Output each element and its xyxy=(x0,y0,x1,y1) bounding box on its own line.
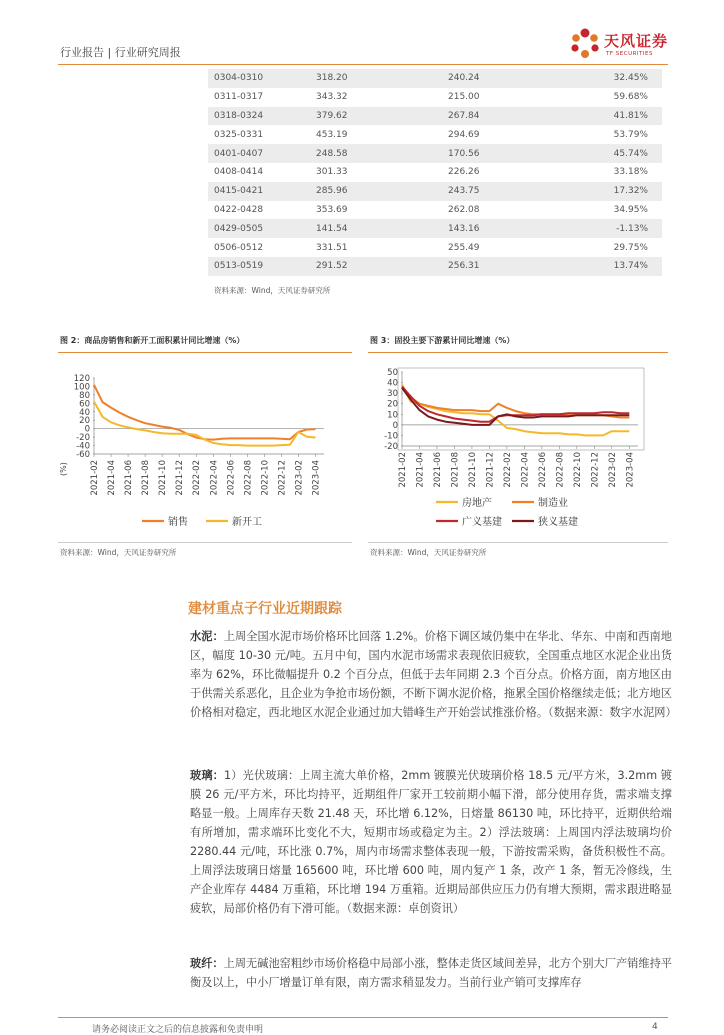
paragraph-cement xyxy=(190,627,677,722)
table-row xyxy=(208,125,662,144)
x-tick-label: 2021-02 xyxy=(398,452,408,488)
table-cell: 256.31 xyxy=(442,257,594,276)
table-cell: 331.51 xyxy=(316,242,348,253)
table-cell: 0422-0428 xyxy=(214,204,264,215)
paragraph-text: 上周全国水泥市场价格环比回落 1.2%。价格下调区域仍集中在华北、华东、中南和西南地区，幅度 10-30 元/吨。五月中旬，国内水泥市场需求表现依旧疲软，全国重点地区水泥企业出货率为 62%，环比微幅提升 0.2 个百分点，但低于去年同期 2.3 个百分点。价格方面，南方地区由于供需关系恶化，且企业为争抢市场份额，不断下调水泥价格，拖累全国价格继续走低；北方地区价格相对稳定，西北地区水泥企业通过加大错峰生产开始尝试推涨价格。（数据来源：数字水泥网） xyxy=(190,630,677,719)
table-row xyxy=(208,163,662,182)
y-tick-label: -10 xyxy=(384,431,398,442)
logo-subtitle: TF SECURITIES xyxy=(606,51,653,57)
table-row xyxy=(208,238,662,257)
section-title: 建材重点子行业近期跟踪 xyxy=(188,601,342,617)
fig3-rule xyxy=(368,352,668,353)
paragraph-lead: 玻璃： xyxy=(190,769,225,782)
table-cell: 291.52 xyxy=(310,257,442,276)
page-number: 4 xyxy=(652,1022,658,1032)
fig3-source: 资料来源：Wind，天风证券研究所 xyxy=(370,548,487,557)
y-tick-label: 0 xyxy=(392,420,398,431)
paragraph-text: 1）光伏玻璃：上周主流大单价格，2mm 镀膜光伏玻璃价格 18.5 元/平方米，3.2mm 镀膜 26 元/平方米，环比均持平，近期组件厂家开工较前期小幅下滑，部分使用存货，需求端支撑略显一般。上周库存天数 21.48 天，环比增 6.12%，日熔量 86130 吨，环比持平，近期供给端有所增加，需求端环比变化不大，短期市场或稳定为主。2）浮法玻璃：上周国内浮法玻璃均价 2280.44 元/吨，环比涨 0.7%，周内市场需求整体表现一般，下游按需采购，备货积极性不高。上周浮法玻璃日熔量 165600 吨，环比增 600 吨，周内复产 1 条，改产 1 条，暂无冷修线，生产企业库存 4484 万重箱，环比增 194 万重箱。近期局部供应压力仍有增大预期，需求跟进略显疲软，局部价格仍有下滑可能。（数据来源：卓创资讯） xyxy=(190,769,672,915)
table-source: 资料来源：Wind，天风证券研究所 xyxy=(214,286,331,295)
table-cell: 53.79% xyxy=(613,129,648,140)
table-cell: 0506-0512 xyxy=(214,242,264,253)
table-row xyxy=(208,107,662,126)
x-tick-label: 2023-04 xyxy=(311,460,322,496)
table-cell: 267.84 xyxy=(442,107,594,126)
table-cell: 45.74% xyxy=(594,144,662,163)
table-row xyxy=(208,144,662,163)
x-tick-label: 2021-12 xyxy=(175,460,186,496)
y-tick-label: 120 xyxy=(73,374,90,384)
fig2-chart xyxy=(58,358,354,538)
table-cell: 0401-0407 xyxy=(208,144,310,163)
legend-label: 销售 xyxy=(168,517,188,528)
x-tick-label: 2022-08 xyxy=(243,460,254,496)
y-axis-label: (%) xyxy=(59,462,68,476)
legend-label: 狭义基建 xyxy=(538,517,578,528)
table-cell: 318.20 xyxy=(310,69,442,88)
table-row xyxy=(208,219,662,238)
table-cell: 0408-0414 xyxy=(214,167,264,178)
y-tick-label: 80 xyxy=(79,390,90,401)
table-cell: 240.24 xyxy=(442,69,594,88)
y-tick-label: 100 xyxy=(73,382,90,393)
table-cell: 215.00 xyxy=(448,92,480,103)
x-tick-label: 2021-10 xyxy=(158,460,169,496)
x-tick-label: 2021-08 xyxy=(141,460,152,496)
y-tick-label: -20 xyxy=(76,433,90,444)
x-tick-label: 2022-12 xyxy=(590,452,601,488)
x-tick-label: 2021-10 xyxy=(467,452,478,488)
fig3-chart xyxy=(366,358,668,538)
table-cell: 243.75 xyxy=(442,182,594,201)
x-tick-label: 2022-08 xyxy=(555,452,566,488)
table-cell: 343.32 xyxy=(316,92,348,103)
table-cell: 301.33 xyxy=(316,167,348,178)
table-cell: 34.95% xyxy=(613,204,648,215)
table-cell: 255.49 xyxy=(448,242,480,253)
x-tick-label: 2023-04 xyxy=(625,452,636,488)
y-tick-label: 50 xyxy=(387,368,398,378)
paragraph-fiberglass xyxy=(190,954,672,992)
y-tick-label: 60 xyxy=(79,399,90,410)
paragraph-lead: 玻纤： xyxy=(190,957,224,970)
table-cell: -1.13% xyxy=(594,219,662,238)
x-tick-label: 2021-12 xyxy=(485,452,496,488)
table-cell: 41.81% xyxy=(594,107,662,126)
table-cell: 0318-0324 xyxy=(208,107,310,126)
table-cell: 226.26 xyxy=(448,167,480,178)
x-tick-label: 2022-04 xyxy=(209,460,220,496)
y-tick-label: 40 xyxy=(387,378,398,389)
table-cell: 32.45% xyxy=(594,69,662,88)
fig3-title: 图 3：固投主要下游累计同比增速（%） xyxy=(370,336,515,345)
x-tick-label: 2021-04 xyxy=(107,460,118,496)
table-cell: 379.62 xyxy=(310,107,442,126)
legend-label: 房地产 xyxy=(462,498,492,509)
y-tick-label: -20 xyxy=(384,442,398,452)
y-tick-label: 20 xyxy=(387,399,398,410)
table-cell: 353.69 xyxy=(316,204,348,215)
x-tick-label: 2022-06 xyxy=(537,452,548,488)
x-tick-label: 2022-12 xyxy=(277,460,288,496)
table-cell: 143.16 xyxy=(442,219,594,238)
tf-logo-icon xyxy=(568,24,602,62)
y-tick-label: -60 xyxy=(76,450,90,460)
table-row xyxy=(208,69,662,88)
legend-label: 制造业 xyxy=(538,498,568,509)
paragraph-glass xyxy=(190,766,672,918)
table-cell: 33.18% xyxy=(613,167,648,178)
legend-label: 广义基建 xyxy=(462,517,502,528)
x-tick-label: 2021-04 xyxy=(415,452,426,488)
y-tick-label: 0 xyxy=(84,424,90,435)
table-cell: 141.54 xyxy=(310,219,442,238)
y-tick-label: -40 xyxy=(76,441,90,452)
x-tick-label: 2022-06 xyxy=(226,460,237,496)
x-tick-label: 2021-02 xyxy=(90,460,100,496)
header-divider xyxy=(58,64,668,65)
y-tick-label: 40 xyxy=(79,407,90,418)
paragraph-text: 上周无碱池窑粗纱市场价格稳中局部小涨，整体走货区域间差异，北方个别大厂产销维持平衡及以上，中小厂增量订单有限，南方需求稍显发力。当前行业产销可支撑库存 xyxy=(190,957,672,989)
footer-disclaimer[interactable]: 请务必阅读正文之后的信息披露和免责申明 xyxy=(92,1025,264,1035)
fig2-source: 资料来源：Wind，天风证券研究所 xyxy=(60,548,177,557)
table-row xyxy=(208,257,662,276)
fig2-rule xyxy=(58,352,352,353)
series-line-3 xyxy=(402,388,629,425)
footer-divider xyxy=(58,1017,668,1018)
series-line-0 xyxy=(94,385,316,440)
x-tick-label: 2021-06 xyxy=(432,452,443,488)
x-tick-label: 2021-06 xyxy=(124,460,135,496)
table-cell: 0415-0421 xyxy=(208,182,310,201)
x-tick-label: 2023-02 xyxy=(294,460,305,496)
table-cell: 0513-0519 xyxy=(208,257,310,276)
table-cell: 170.56 xyxy=(442,144,594,163)
table-cell: 262.08 xyxy=(448,204,480,215)
y-tick-label: 20 xyxy=(79,416,90,427)
table-row xyxy=(208,201,662,220)
table-cell: 0325-0331 xyxy=(214,129,264,140)
table-cell: 17.32% xyxy=(594,182,662,201)
table-cell: 13.74% xyxy=(594,257,662,276)
paragraph-lead: 水泥： xyxy=(190,630,224,643)
x-tick-label: 2022-02 xyxy=(502,452,513,488)
x-tick-label: 2022-10 xyxy=(572,452,583,488)
table-cell: 0304-0310 xyxy=(208,69,310,88)
table-cell: 294.69 xyxy=(448,129,480,140)
legend-label: 新开工 xyxy=(232,517,262,528)
x-tick-label: 2023-02 xyxy=(607,452,618,488)
table-row xyxy=(208,88,662,107)
table-cell: 285.96 xyxy=(310,182,442,201)
table-cell: 29.75% xyxy=(613,242,648,253)
table-cell: 0311-0317 xyxy=(214,92,264,103)
table-cell: 0429-0505 xyxy=(208,219,310,238)
y-tick-label: 30 xyxy=(387,389,398,400)
table-row xyxy=(208,182,662,201)
weekly-data-table xyxy=(208,69,662,276)
x-tick-label: 2021-08 xyxy=(450,452,461,488)
table-cell: 248.58 xyxy=(310,144,442,163)
x-tick-label: 2022-10 xyxy=(260,460,271,496)
logo-name: 天风证券 xyxy=(604,32,669,50)
fig2-title: 图 2：商品房销售和新开工面积累计同比增速（%） xyxy=(60,336,245,345)
table-cell: 59.68% xyxy=(613,92,648,103)
table-cell: 453.19 xyxy=(316,129,348,140)
series-line-0 xyxy=(402,385,629,436)
breadcrumb: 行业报告 | 行业研究周报 xyxy=(60,46,181,59)
x-tick-label: 2022-02 xyxy=(192,460,203,496)
x-tick-label: 2022-04 xyxy=(520,452,531,488)
y-tick-label: 10 xyxy=(387,410,398,421)
